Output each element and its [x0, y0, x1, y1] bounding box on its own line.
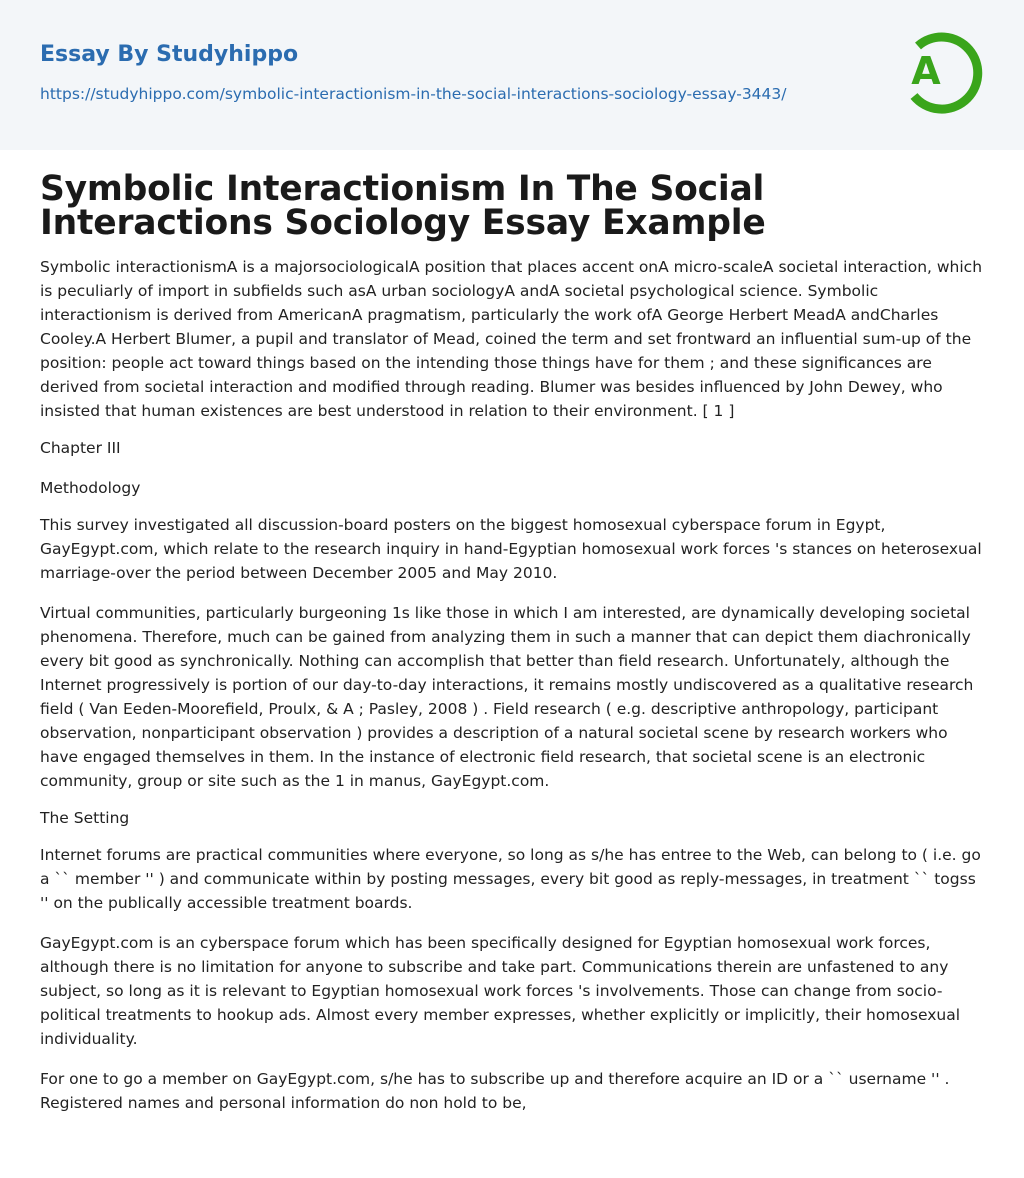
- setting-heading: The Setting: [40, 809, 130, 827]
- site-title[interactable]: Essay By Studyhippo: [40, 42, 299, 67]
- chapter-heading: Chapter III: [40, 439, 121, 457]
- article-url-link[interactable]: https://studyhippo.com/symbolic-interactionism-in-the-social-interactions-sociology-essay-3443/: [40, 85, 787, 103]
- paragraph-internet-forums: Internet forums are practical communities where everyone, so long as s/he has entree to the Web, can belong to ( i.e. go a `` member '' ) and communicate within by posting messages, every bit good as reply-messages, in treatment `` togss '' on the publically accessible treatment boards.: [40, 846, 981, 912]
- paragraph-intro: Symbolic interactionismA is a majorsociologicalA position that places accent onA micro-scaleA societal interaction, which is peculiarly of import in subfields such asA urban sociologyA andA societal psychological science. Symbolic interactionism is derived from AmericanA pragmatism, particularly the work ofA George Herbert MeadA andCharles Cooley.A Herbert Blumer, a pupil and translator of Mead, coined the term and set frontward an influential sum-up of the position: people act toward things based on the intending those things have for them ; and these significances are derived from societal interaction and modified through reading. Blumer was besides influenced by John Dewey, who insisted that human existences are best understood in relation to their environment. [ 1 ]: [40, 258, 983, 420]
- logo-letter: A: [911, 49, 941, 93]
- site-header: [0, 0, 1024, 150]
- paragraph-gayegypt: GayEgypt.com is an cyberspace forum which has been specifically designed for Egyptian homosexual work forces, although there is no limitation for anyone to subscribe and take part. Communications therein are unfastened to any subject, so long as it is relevant to Egyptian homosexual work forces 's involvements. Those can change from socio-political treatments to hookup ads. Almost every member expresses, whether explicitly or implicitly, their homosexual individuality.: [40, 934, 961, 1048]
- article: [0, 150, 1024, 1115]
- paragraph-virtual-communities: Virtual communities, particularly burgeoning 1s like those in which I am interested, are dynamically developing societal phenomena. Therefore, much can be gained from analyzing them in such a manner that can depict them diachronically every bit good as synchronically. Nothing can accomplish that better than field research. Unfortunately, although the Internet progressively is portion of our day-to-day interactions, it remains mostly undiscovered as a qualitative research field ( Van Eeden-Moorefield, Proulx, & A ; Pasley, 2008 ) . Field research ( e.g. descriptive anthropology, participant observation, nonparticipant observation ) provides a description of a natural societal scene by research workers who have engaged themselves in them. In the instance of electronic field research, that societal scene is an electronic community, group or site such as the 1 in manus, GayEgypt.com.: [40, 604, 974, 790]
- page-title: Symbolic Interactionism In The Social Interactions Sociology Essay Example: [40, 169, 766, 243]
- paragraph-survey: This survey investigated all discussion-board posters on the biggest homosexual cyberspace forum in Egypt, GayEgypt.com, which relate to the research inquiry in hand-Egyptian homosexual work forces 's stances on heterosexual marriage-over the period between December 2005 and May 2010.: [40, 516, 982, 582]
- methodology-heading: Methodology: [40, 479, 141, 497]
- paragraph-membership: For one to go a member on GayEgypt.com, s/he has to subscribe up and therefore acquire an ID or a `` username '' . Registered names and personal information do non hold to be,: [40, 1070, 950, 1112]
- studyhippo-logo-icon[interactable]: [900, 30, 984, 114]
